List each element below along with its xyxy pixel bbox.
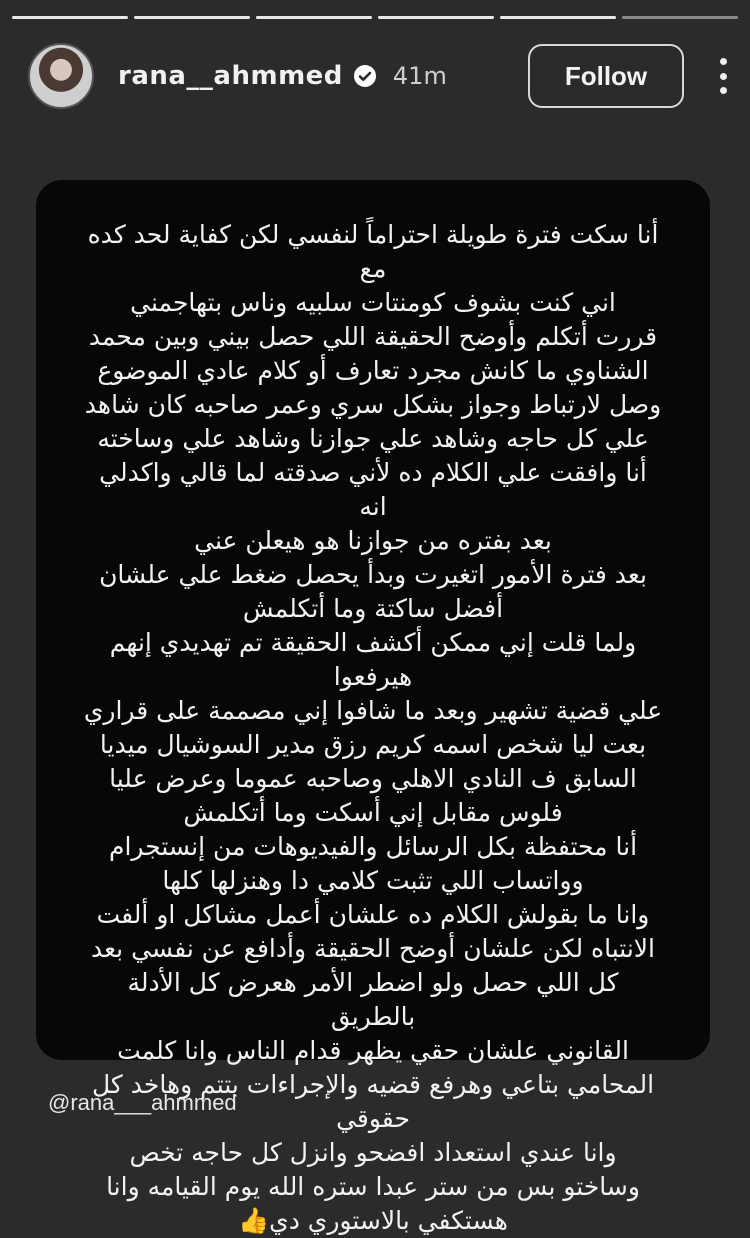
mention-tag[interactable]: @rana___ahmmed: [48, 1090, 237, 1115]
follow-button[interactable]: Follow: [528, 44, 684, 108]
progress-segment: [256, 16, 372, 19]
progress-segment: [378, 16, 494, 19]
progress-segment: [622, 16, 738, 19]
story-header: [28, 38, 728, 114]
progress-segment: [134, 16, 250, 19]
avatar[interactable]: [28, 43, 94, 109]
more-options-icon[interactable]: [718, 58, 728, 94]
post-time: 41m: [392, 62, 447, 90]
story-progress-bar: [12, 16, 738, 19]
story-text: أنا سكت فترة طويلة احتراماً لنفسي لكن كفاية لحد كده مع اني كنت بشوف كومنتات سلبيه وناس بتهاجمني قررت أتكلم وأوضح الحقيقة اللي حصل بيني وبين محمد الشناوي ما كانش مجرد تعارف أو كلام عادي الموضوع وصل لارتباط وجواز بشكل سري وعمر صاحبه كان شاهد علي كل حاجه وشاهد علي جوازنا وشاهد علي وساخته أنا وافقت علي الكلام ده لأني صدقته لما قالي واكدلي انه بعد بفتره من جوازنا هو هيعلن عني بعد فترة الأمور اتغيرت وبدأ يحصل ضغط علي علشان أفضل ساكتة وما أتكلمش ولما قلت إني ممكن أكشف الحقيقة تم تهديدي إنهم هيرفعوا علي قضية تشهير وبعد ما شافوا إني مصممة على قراري بعت ليا شخص اسمه كريم رزق مدير السوشيال ميديا السابق ف النادي الاهلي وصاحبه عموما وعرض عليا فلوس مقابل إني أسكت وما أتكلمش أنا محتفظة بكل الرسائل والفيديوهات من إنستجرام وواتساب اللي تثبت كلامي دا وهنزلها كلها وانا ما بقولش الكلام ده علشان أعمل مشاكل او ألفت الانتباه لكن علشان أوضح الحقيقة وأدافع عن نفسي بعد كل اللي حصل ولو اضطر الأمر هعرض كل الأدلة بالطريق القانوني علشان حقي يظهر قدام الناس وانا كلمت المحامي بتاعي وهرفع قضيه والإجراءات بتتم وهاخد كل حقوقي وانا عندي استعداد افضحو وانزل كل حاجه تخص وساختو بس من ستر عبدا ستره الله يوم القيامه وانا هستكفي بالاستوري دي👍: [83, 220, 663, 1235]
username[interactable]: rana__ahmmed: [118, 61, 343, 91]
progress-segment: [500, 16, 616, 19]
verified-badge-icon: [353, 64, 377, 88]
progress-segment: [12, 16, 128, 19]
